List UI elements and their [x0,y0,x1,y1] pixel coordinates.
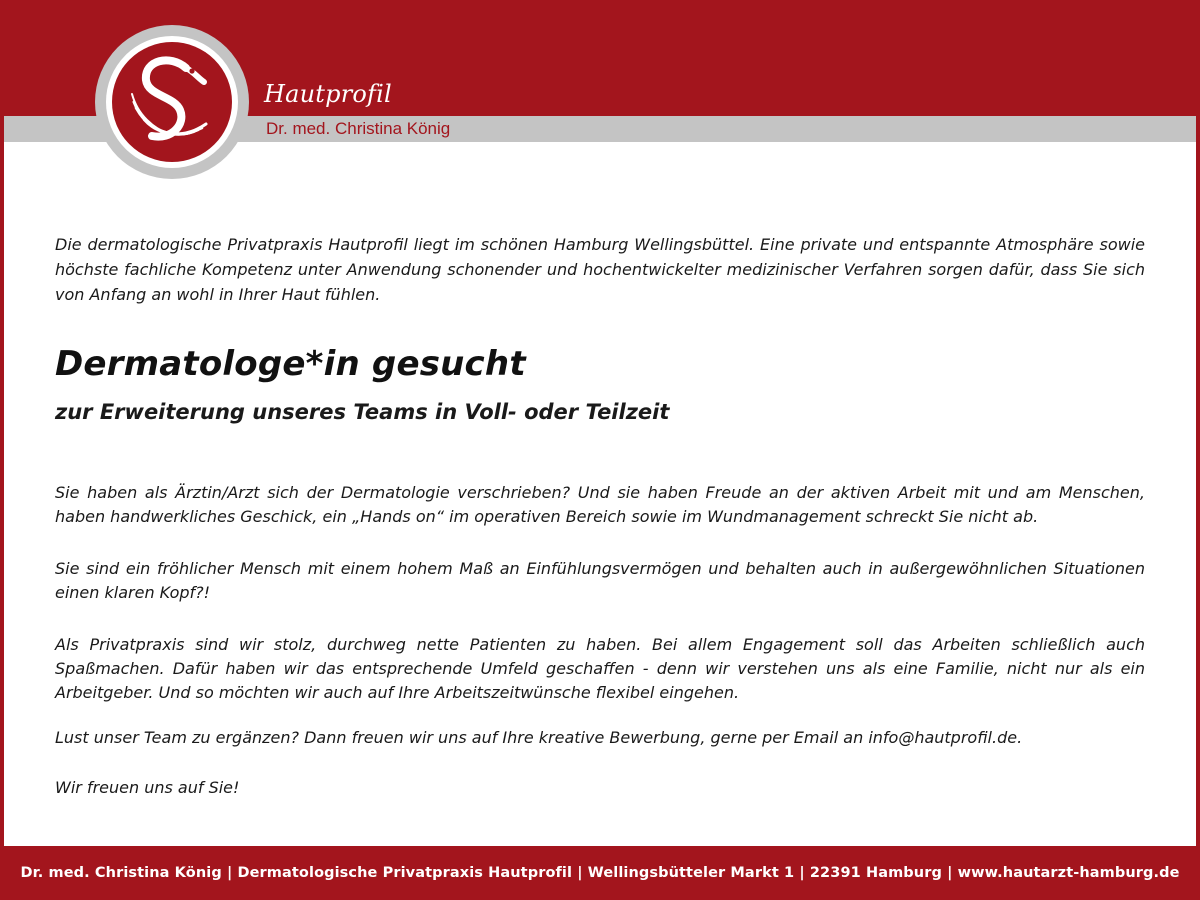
closing-line: Wir freuen uns auf Sie! [55,778,240,797]
intro-section [55,232,1145,307]
paragraph-requirements: Sie haben als Ärztin/Arzt sich der Dermatologie verschrieben? Und sie haben Freude an der aktiven Arbeit mit und am Menschen, haben handwerkliches Geschick, ein „Hands on“ im operativen Bereich sowie im Wundmanagement schreckt Sie nicht ab. [55,483,1145,526]
footer-bar [0,846,1200,900]
paragraph-application: Lust unser Team zu ergänzen? Dann freuen wir uns auf Ihre kreative Bewerbung, gerne per Email an info@hautprofil.de. [55,728,1023,747]
job-title: Dermatologe*in gesucht [55,344,526,384]
paragraph-practice: Als Privatpraxis sind wir stolz, durchweg nette Patienten zu haben. Bei allem Engagement soll das Arbeiten schließlich auch Spaßmachen. Dafür haben wir das entsprechende Umfeld geschaffen - denn wir verstehen uns als eine Familie, nicht nur als ein Arbeitgeber. Und so möchten wir auch auf Ihre Arbeitszeitwünsche flexibel eingehen. [55,635,1145,702]
header-doctor-name: Dr. med. Christina König [266,119,451,138]
footer-contact-text: Dr. med. Christina König | Dermatologische Privatpraxis Hautprofil | Wellingsbütteler Markt 1 | 22391 Hamburg | www.hautarzt-hamburg.de [20,865,1180,881]
brand-name: Hautprofil [264,80,392,108]
intro-paragraph: Die dermatologische Privatpraxis Hautprofil liegt im schönen Hamburg Wellingsbüttel. Eine private und entspannte Atmosphäre sowie höchste fachliche Kompetenz unter Anwendung schonender und hochentwickelter medizinischer Verfahren sorgen dafür, dass Sie sich von Anfang an wohl in Ihrer Haut fühlen. [55,235,1145,304]
swan-logo-icon [94,24,250,180]
job-subtitle: zur Erweiterung unseres Teams in Voll- oder Teilzeit [55,400,670,424]
paragraph-personality: Sie sind ein fröhlicher Mensch mit einem hohem Maß an Einfühlungsvermögen und behalten auch in außergewöhnlichen Situationen einen klaren Kopf?! [55,559,1145,602]
